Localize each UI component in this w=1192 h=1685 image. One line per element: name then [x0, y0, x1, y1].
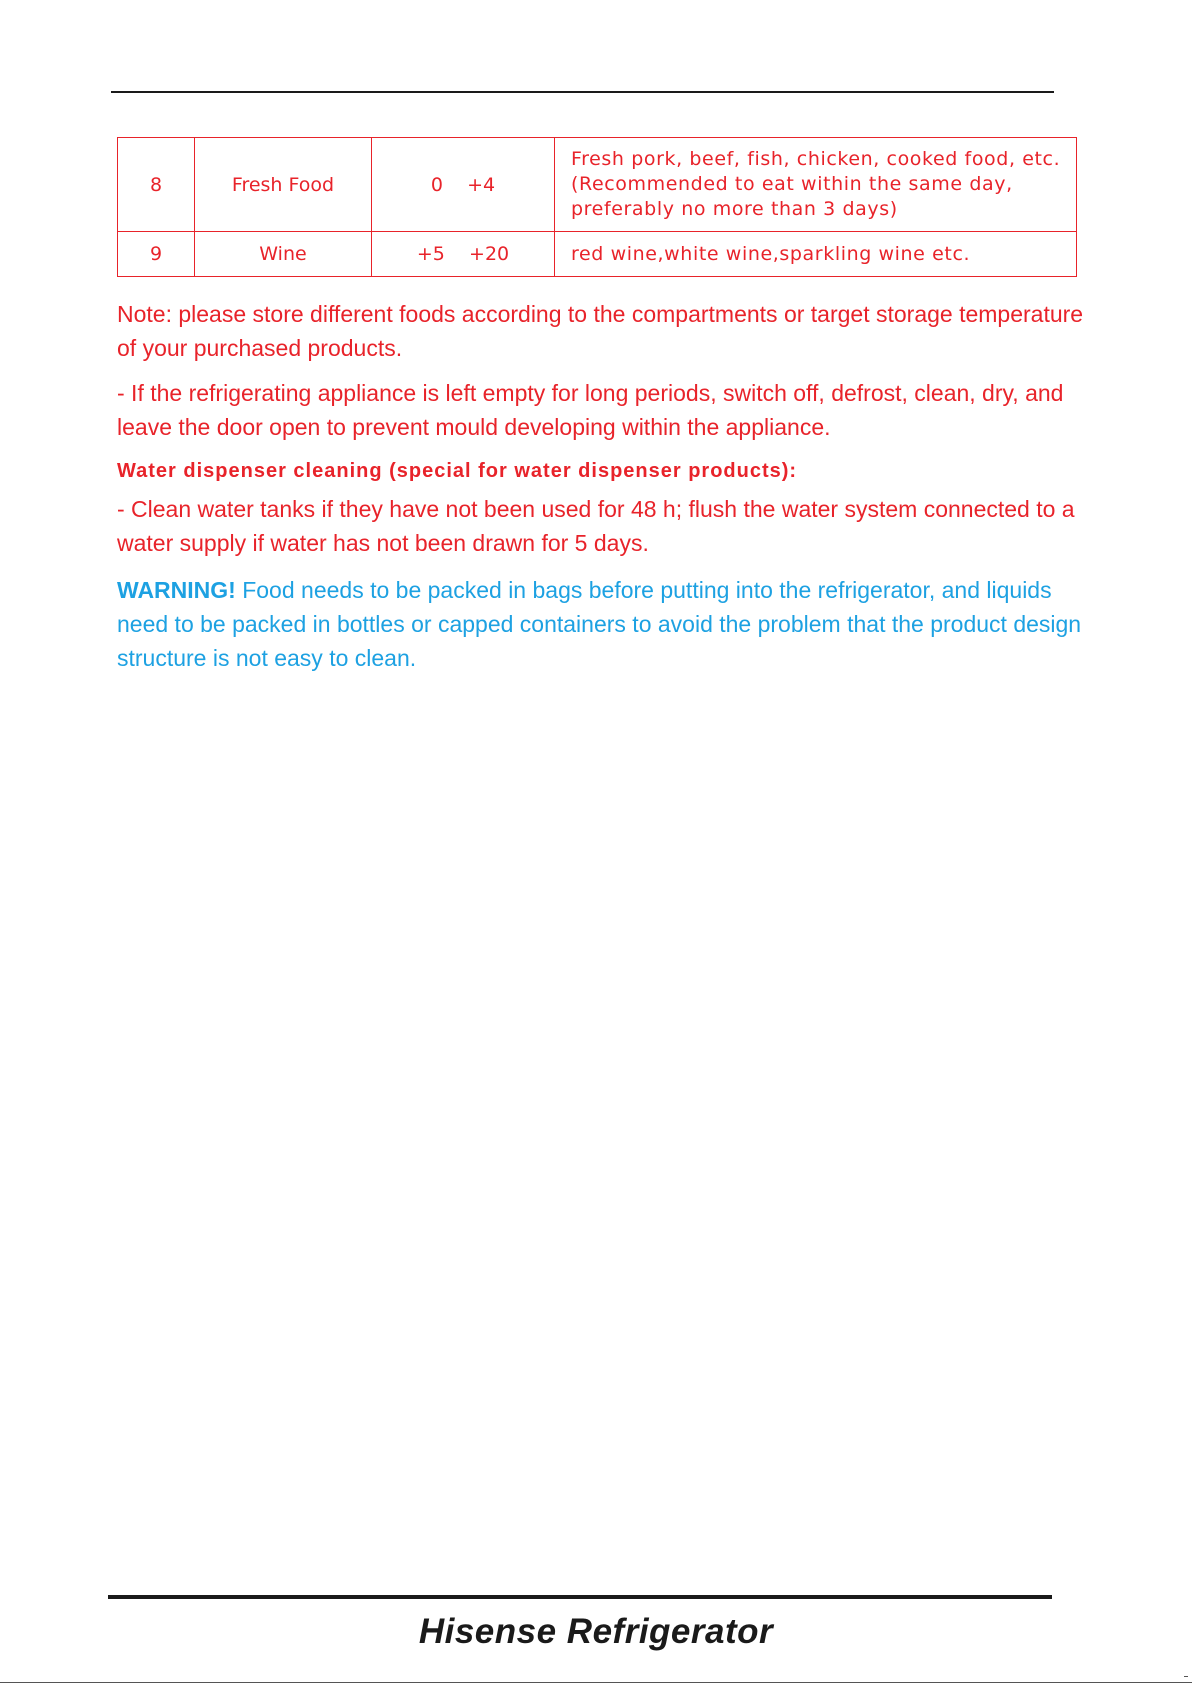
footer-rule: [108, 1595, 1052, 1599]
water-dispenser-instruction: - Clean water tanks if they have not been used for 48 h; flush the water system connected to a water supply if water has not been drawn for 5 days.: [117, 496, 1075, 556]
foods-cell: [555, 232, 1077, 277]
temperature-value: 0 +4: [430, 173, 496, 196]
temperature-range: [372, 232, 555, 277]
page-edge-rule: [0, 1682, 1192, 1683]
row-number: 8: [118, 138, 195, 232]
foods-line: (Recommended to eat within the same day,: [571, 173, 1013, 195]
row-number: 9: [118, 232, 195, 277]
header-rule: [111, 91, 1054, 93]
compartment-name: Wine: [195, 232, 372, 277]
warning-paragraph: [117, 573, 1097, 675]
table-row: [118, 232, 1077, 277]
foods-line: Fresh pork, beef, fish, chicken, cooked food, etc.: [571, 148, 1061, 170]
empty-appliance-instruction: - If the refrigerating appliance is left empty for long periods, switch off, defrost, clean, dry, and leave the door open to prevent mould developing within the appliance.: [117, 380, 1064, 440]
table-row: [118, 138, 1077, 232]
storage-table: [117, 137, 1077, 277]
corner-mark: [1184, 1676, 1188, 1677]
warning-label: WARNING!: [117, 577, 236, 603]
foods-cell: [555, 138, 1077, 232]
storage-note: Note: please store different foods according to the compartments or target storage temperature of your purchased products.: [117, 301, 1084, 361]
brand-footer: Hisense Refrigerator: [418, 1612, 774, 1651]
compartment-name: Fresh Food: [195, 138, 372, 232]
temperature-value: +5 +20: [416, 243, 510, 265]
foods-line: red wine,white wine,sparkling wine etc.: [571, 242, 971, 265]
warning-text: Food needs to be packed in bags before putting into the refrigerator, and liquids need to be packed in bottles or capped containers to avoid the problem that the product design structure is not easy to clean.: [117, 577, 1082, 671]
water-dispenser-heading: Water dispenser cleaning (special for water dispenser products):: [117, 460, 798, 482]
foods-line: preferably no more than 3 days): [571, 198, 898, 220]
temperature-range: [372, 138, 555, 232]
